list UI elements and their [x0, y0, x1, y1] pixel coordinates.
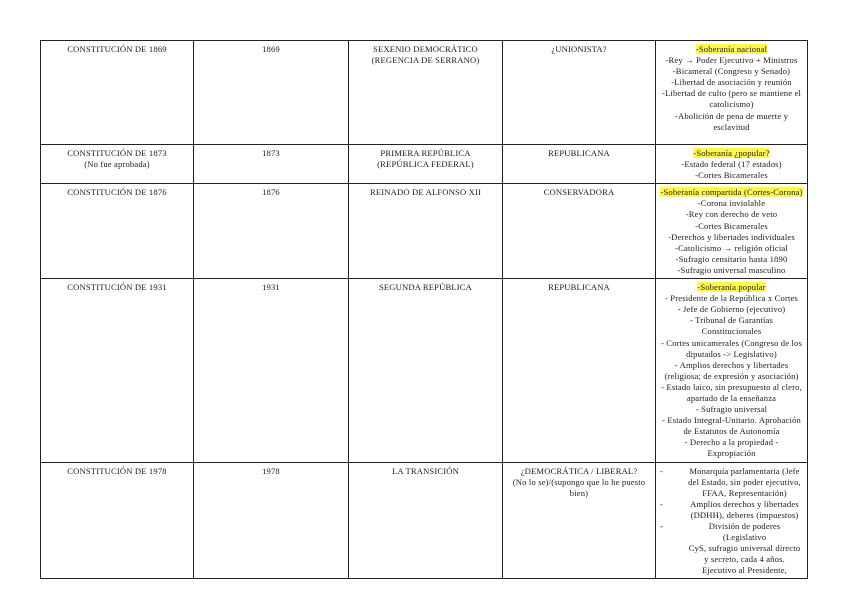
feature-line: FFAA, Representación) [702, 487, 787, 498]
period-cell [349, 145, 503, 184]
constitution-name-cell [41, 462, 194, 579]
feature-line: Amplios derechos y libertades [690, 498, 799, 509]
constitution-name: CONSTITUCIÓN DE 1876 [67, 187, 167, 198]
year-cell [194, 279, 349, 463]
feature-line: de Estatutos de Autonomía [683, 426, 780, 437]
feature-line: -Corona inviolable [697, 198, 766, 209]
feature-line: -Cortes Bicamerales [695, 220, 768, 231]
feature-line: -Rey → Poder Ejecutivo + Ministros [665, 55, 798, 66]
feature-line: -Abolición de pena de muerte y [674, 110, 789, 121]
feature-line: Expropiación [707, 448, 756, 459]
constitution-name-cell [41, 145, 194, 184]
ideology-cell [503, 462, 656, 579]
constitution-name: CONSTITUCIÓN DE 1873 [67, 148, 167, 158]
constitution-name-cell [41, 41, 194, 145]
year-cell [194, 41, 349, 145]
table-row [41, 279, 808, 463]
feature-line: -Catolicismo → religión oficial [675, 242, 788, 253]
ideology-line: REPUBLICANA [548, 282, 610, 293]
feature-line: - Amplios derechos y libertades [674, 359, 789, 370]
table-row [41, 462, 808, 579]
feature-line: -Cortes Bicamerales [695, 170, 768, 181]
feature-line: - Estado Integral-Unitario. Aprobación [662, 415, 801, 426]
feature-line: -Bicameral (Congreso y Senado) [672, 66, 791, 77]
ideology-line: CONSERVADORA [543, 187, 615, 198]
feature-line: (religiosa; de expresión y asociación) [664, 370, 799, 381]
feature-line: -Libertad de culto (pero se mantiene el [662, 88, 801, 99]
ideology-line: (No lo se)/(supongo que lo he puesto [512, 476, 646, 487]
period-cell [349, 41, 503, 145]
feature-line: -Sufragio universal masculino [677, 264, 786, 275]
ideology-cell [503, 41, 656, 145]
highlighted-feature: -Soberanía popular [697, 282, 766, 293]
feature-line: catolicismo) [709, 99, 754, 110]
bullet-item [660, 466, 803, 499]
ideology-line: bien) [569, 487, 589, 498]
constitution-name: CONSTITUCIÓN DE 1869 [67, 44, 167, 54]
feature-line: -Rey con derecho de veto [685, 209, 778, 220]
year: 1931 [262, 282, 280, 293]
feature-line: Monarquía parlamentaria (Jefe [689, 465, 800, 476]
feature-line: -Estado federal (17 estados) [681, 159, 782, 170]
feature-line: - Estado laico, sin presupuesto al clero, [661, 381, 802, 392]
bullet-dash: - [660, 465, 664, 476]
feature-line: del Estado, sin poder ejecutivo, [688, 476, 801, 487]
features-cell [656, 279, 808, 463]
feature-line: (DDHH), deberes (impuestos) [690, 509, 799, 520]
constitution-name-cell [41, 279, 194, 463]
period-line: SEXENIO DEMOCRÁTICO [373, 44, 478, 54]
period-line: LA TRANSICIÓN [392, 465, 459, 476]
bullet-dash: - [660, 521, 664, 531]
feature-line: apartado de la enseñanza [686, 392, 777, 403]
period-cell [349, 184, 503, 279]
feature-line: - Jefe de Gobierno (ejecutivo) [677, 304, 786, 315]
constitution-note: (No fue aprobada) [84, 159, 150, 170]
feature-line: - Derecho a la propiedad - [684, 437, 779, 448]
table-row [41, 41, 808, 145]
feature-line: -Sufragio censitario hasta 1890 [675, 253, 788, 264]
period-cell [349, 279, 503, 463]
bullet-item [660, 521, 803, 576]
year: 1978 [262, 465, 280, 476]
year: 1876 [262, 187, 280, 198]
highlighted-feature: -Soberanía ¿popular? [693, 148, 770, 158]
features-cell [656, 462, 808, 579]
constitution-name: CONSTITUCIÓN DE 1931 [67, 282, 167, 293]
table-row [41, 184, 808, 279]
year: 1873 [262, 148, 280, 158]
ideology-line: ¿UNIONISTA? [551, 44, 607, 54]
features-cell [656, 184, 808, 279]
constitution-name-cell [41, 184, 194, 279]
period-line: PRIMERA REPÚBLICA [380, 148, 471, 158]
year-cell [194, 462, 349, 579]
ideology-cell [503, 279, 656, 463]
ideology-line: REPUBLICANA [548, 148, 610, 158]
ideology-line: ¿DEMOCRÁTICA / LIBERAL? [520, 465, 638, 476]
feature-line: -Libertad de asociación y reunión [671, 77, 792, 88]
period-line: REINADO DE ALFONSO XII [370, 187, 481, 198]
period-line: SEGUNDA REPÚBLICA [378, 282, 473, 293]
features-cell [656, 145, 808, 184]
ideology-cell [503, 184, 656, 279]
period-line: (REGENCIA DE SERRANO) [371, 55, 480, 66]
feature-line: y secreto, cada 4 años. [704, 554, 785, 565]
highlighted-feature: -Soberanía compartida (Cortes-Corona) [660, 187, 803, 198]
highlighted-feature: -Soberanía nacional [695, 44, 768, 54]
feature-line: - Presidente de la República x Cortes [665, 293, 798, 304]
bullet-item [660, 499, 803, 521]
period-line: (REPÚBLICA FEDERAL) [377, 159, 474, 170]
feature-line: diputados -> Legislativo) [686, 348, 777, 359]
feature-line: - Cortes unicamerales (Congreso de los [660, 337, 802, 348]
period-cell [349, 462, 503, 579]
table-row [41, 145, 808, 184]
feature-line: Ejecutivo al Presidente, [702, 565, 787, 576]
features-cell [656, 41, 808, 145]
feature-line: - Tribunal de Garantías [690, 315, 773, 326]
feature-line: Constitucionales [701, 326, 762, 337]
constitution-name: CONSTITUCIÓN DE 1978 [67, 465, 167, 476]
bullet-dash: - [660, 498, 664, 509]
constitutions-table [40, 40, 808, 579]
table-body [41, 41, 808, 579]
year-cell [194, 184, 349, 279]
year: 1869 [262, 44, 280, 54]
feature-line: CyS, sufragio universal directo [688, 543, 801, 554]
feature-line: - Sufragio universal [695, 404, 768, 415]
feature-line: División de poderes (Legislativo [708, 521, 781, 543]
feature-line: -Derechos y libertades individuales [668, 231, 795, 242]
ideology-cell [503, 145, 656, 184]
year-cell [194, 145, 349, 184]
feature-line: esclavitud [713, 121, 750, 132]
